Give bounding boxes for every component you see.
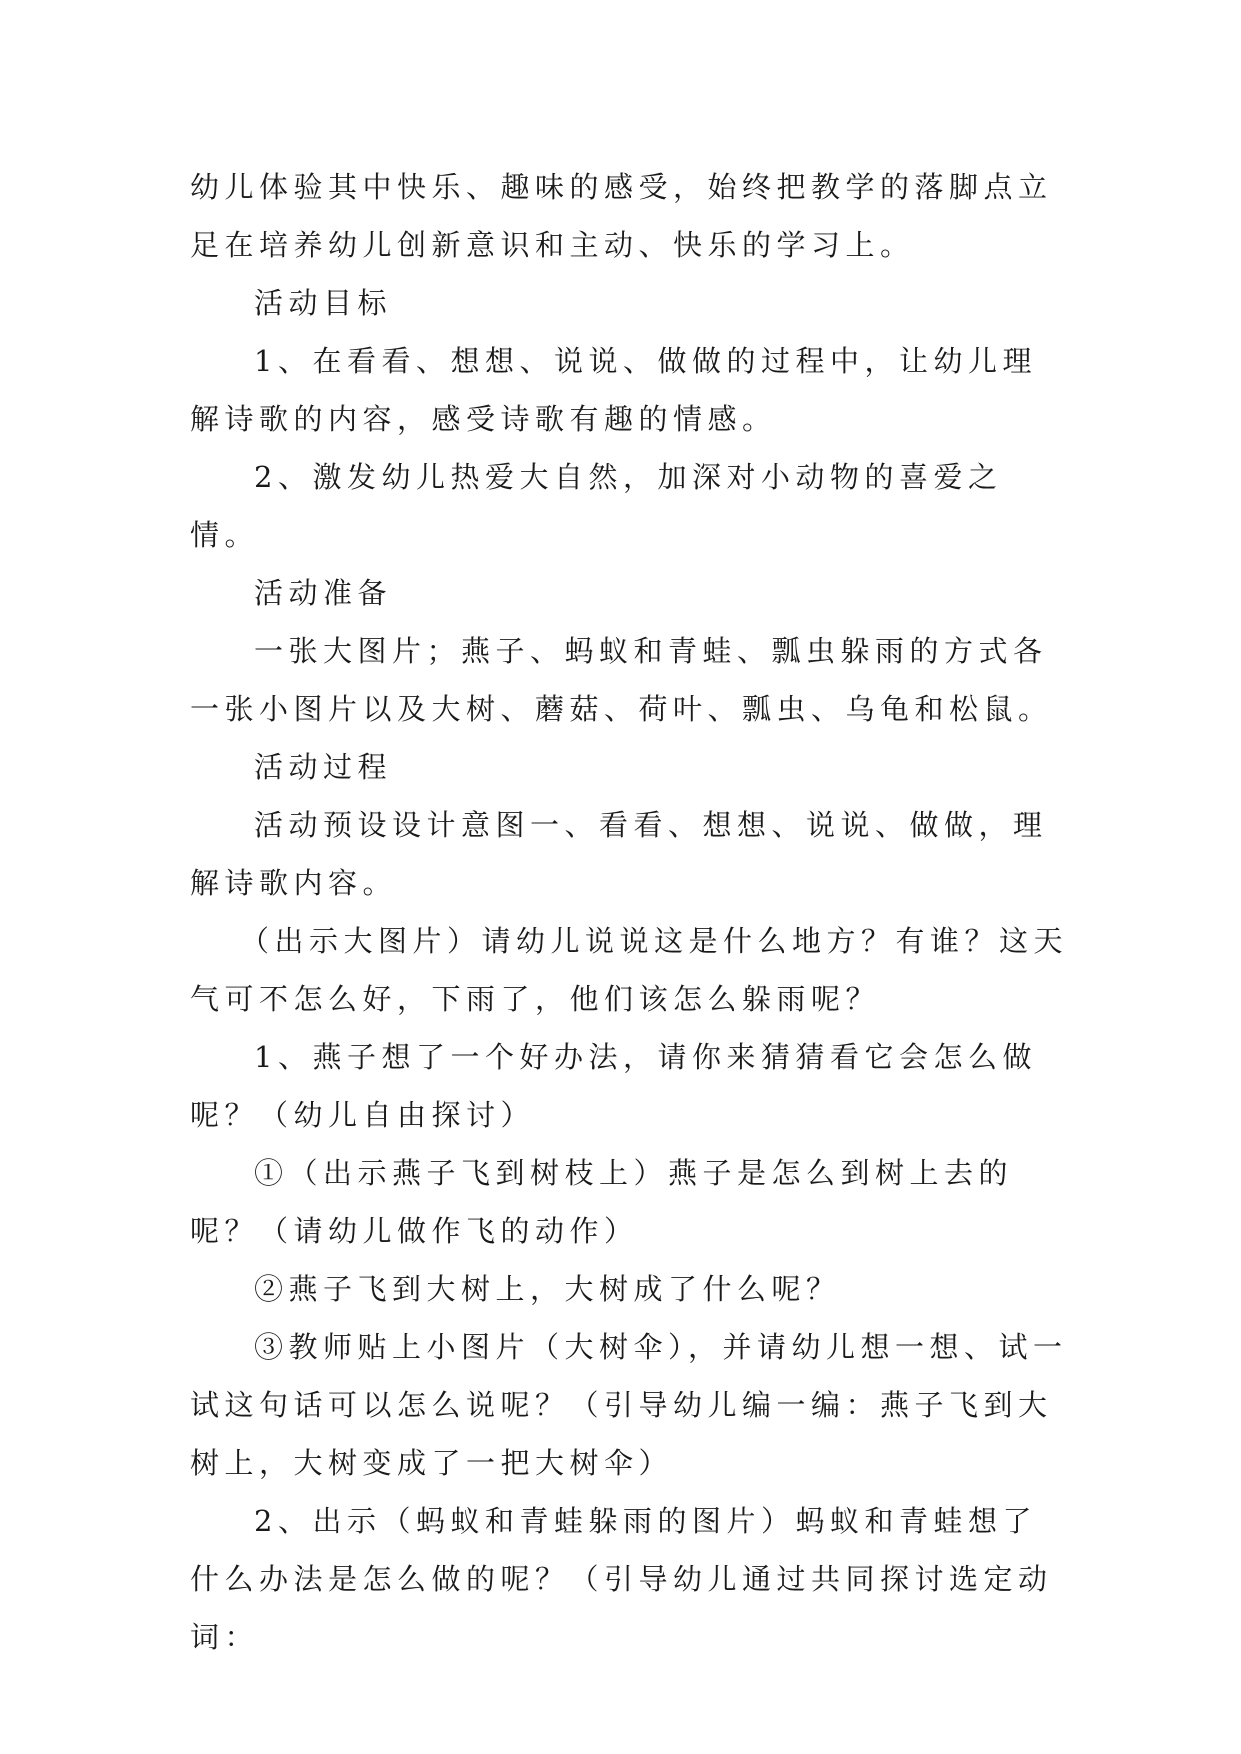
process-swallow-sub-1: ①（出示燕子飞到树枝上）燕子是怎么到树上去的呢？（请幼儿做作飞的动作） [190,1156,1014,1248]
process-step-intro: 活动预设设计意图一、看看、想想、说说、做做，理解诗歌内容。 [190,808,1048,900]
section-heading-activity-goals: 活动目标 [254,286,393,320]
process-swallow-sub-3: ③教师贴上小图片（大树伞），并请幼儿想一想、试一试这句话可以怎么说呢？（引导幼儿编一编：燕子飞到大树上，大树变成了一把大树伞） [190,1330,1068,1480]
goal-item-1: 1、在看看、想想、说说、做做的过程中，让幼儿理解诗歌的内容，感受诗歌有趣的情感。 [190,344,1037,436]
paragraph-intro-continuation: 幼儿体验其中快乐、趣味的感受，始终把教学的落脚点立足在培养幼儿创新意识和主动、快乐的学习上。 [190,170,1053,262]
process-swallow-question: 1、燕子想了一个好办法，请你来猜猜看它会怎么做呢？（幼儿自由探讨） [190,1040,1037,1132]
process-swallow-sub-2: ②燕子飞到大树上，大树成了什么呢？ [254,1272,841,1306]
section-heading-activity-process: 活动过程 [254,750,393,784]
process-show-big-picture: （出示大图片）请幼儿说说这是什么地方？有谁？这天气可不怎么好，下雨了，他们该怎么躲雨呢？ [190,924,1069,1016]
section-heading-activity-preparation: 活动准备 [254,576,393,610]
process-ant-frog: 2、出示（蚂蚁和青蛙躲雨的图片）蚂蚁和青蛙想了什么办法是怎么做的呢？（引导幼儿通过共同探讨选定动词： [190,1504,1053,1654]
goal-item-2: 2、激发幼儿热爱大自然，加深对小动物的喜爱之情。 [190,460,1003,552]
document-page [190,158,1070,1666]
preparation-text: 一张大图片；燕子、蚂蚁和青蛙、瓢虫躲雨的方式各一张小图片以及大树、蘑菇、荷叶、瓢虫、乌龟和松鼠。 [190,634,1053,726]
